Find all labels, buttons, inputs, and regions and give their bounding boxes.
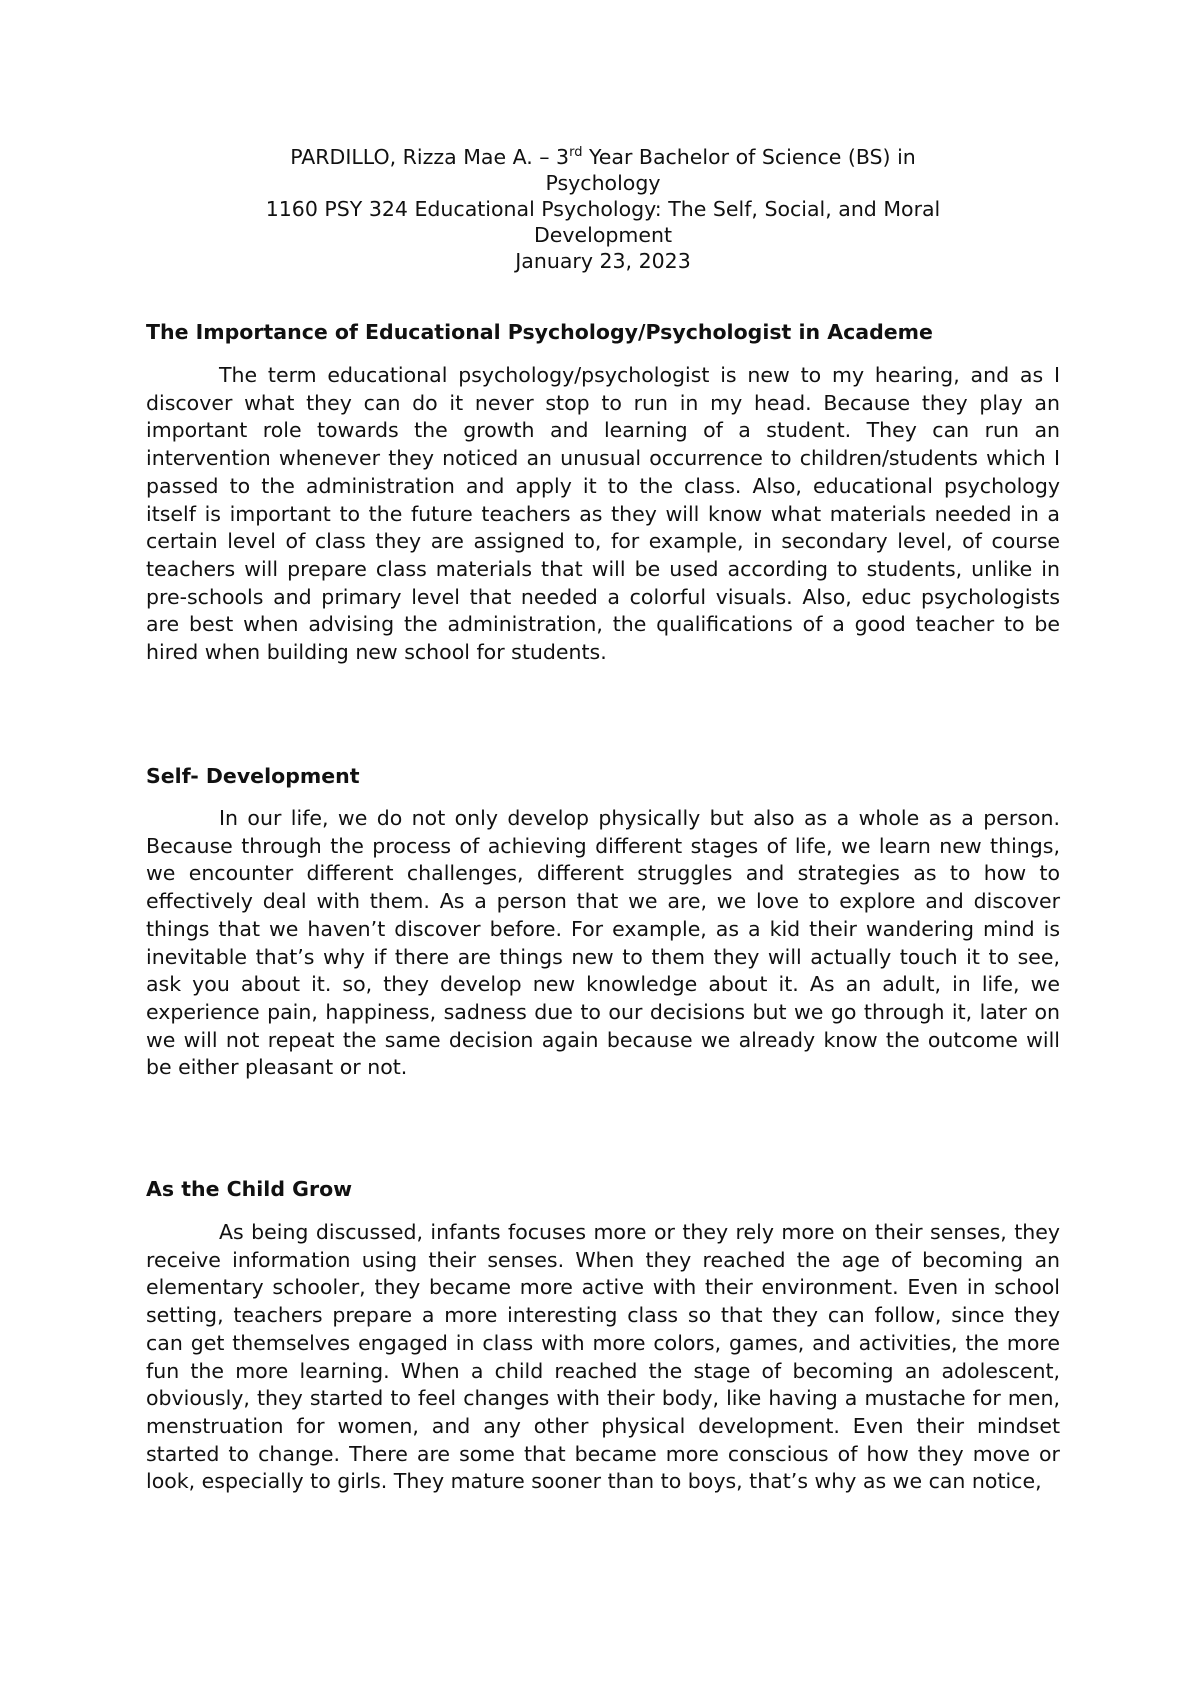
year-program: Year Bachelor of Science (BS) in <box>582 145 916 169</box>
section-body-self-development: In our life, we do not only develop physically but also as a whole as a person. Because through the process of achieving different stages of life, we learn new things, we encounter different challenges, different struggles and strategies as to how to effectively deal with them. As a person that we are, we love to explore and discover things that we haven’t discover before. For example, as a kid their wandering mind is inevitable that’s why if there are things new to them they will actually touch it to see, ask you about it. so, they develop new knowledge about it. As an adult, in life, we experience pain, happiness, sadness due to our decisions but we go through it, later on we will not repeat the same decision again because we already know the outcome will be either pleasant or not. <box>146 806 1060 1080</box>
header-course-line-2: Development <box>533 223 672 247</box>
ordinal-superscript: rd <box>569 145 583 161</box>
header-course-line: 1160 PSY 324 Educational Psychology: The Self, Social, and Moral <box>265 197 941 221</box>
section-body-child-grow: As being discussed, infants focuses more or they rely more on their senses, they receive information using their senses. When they reached the age of becoming an elementary schooler, they became more active with their environment. Even in school setting, teachers prepare a more interesting class so that they can follow, since they can get themselves engaged in class with more colors, games, and activities, the more fun the more learning. When a child reached the stage of becoming an adolescent, obviously, they started to feel changes with their body, like having a mustache for men, menstruation for women, and any other physical development. Even their mindset started to change. There are some that became more conscious of how they move or look, especially to girls. They mature sooner than to boys, that’s why as we can notice, <box>146 1220 1060 1494</box>
section-heading-self-development: Self- Development <box>146 764 360 788</box>
header-date: January 23, 2023 <box>515 249 691 273</box>
section-heading-importance: The Importance of Educational Psychology/Psychologist in Academe <box>146 320 933 344</box>
header-author-line <box>146 144 1060 170</box>
document-header <box>146 144 1060 274</box>
section-heading-child-grow: As the Child Grow <box>146 1177 353 1201</box>
header-program-line: Psychology <box>545 171 661 195</box>
section-body-importance: The term educational psychology/psychologist is new to my hearing, and as I discover what they can do it never stop to run in my head. Because they play an important role towards the growth and learning of a student. They can run an intervention whenever they noticed an unusual occurrence to children/students which I passed to the administration and apply it to the class. Also, educational psychology itself is important to the future teachers as they will know what materials needed in a certain level of class they are assigned to, for example, in secondary level, of course teachers will prepare class materials that will be used according to students, unlike in pre-schools and primary level that needed a colorful visuals. Also, educ psychologists are best when advising the administration, the qualifications of a good teacher to be hired when building new school for students. <box>146 363 1060 665</box>
author-name: PARDILLO, Rizza Mae A. – 3 <box>290 145 570 169</box>
